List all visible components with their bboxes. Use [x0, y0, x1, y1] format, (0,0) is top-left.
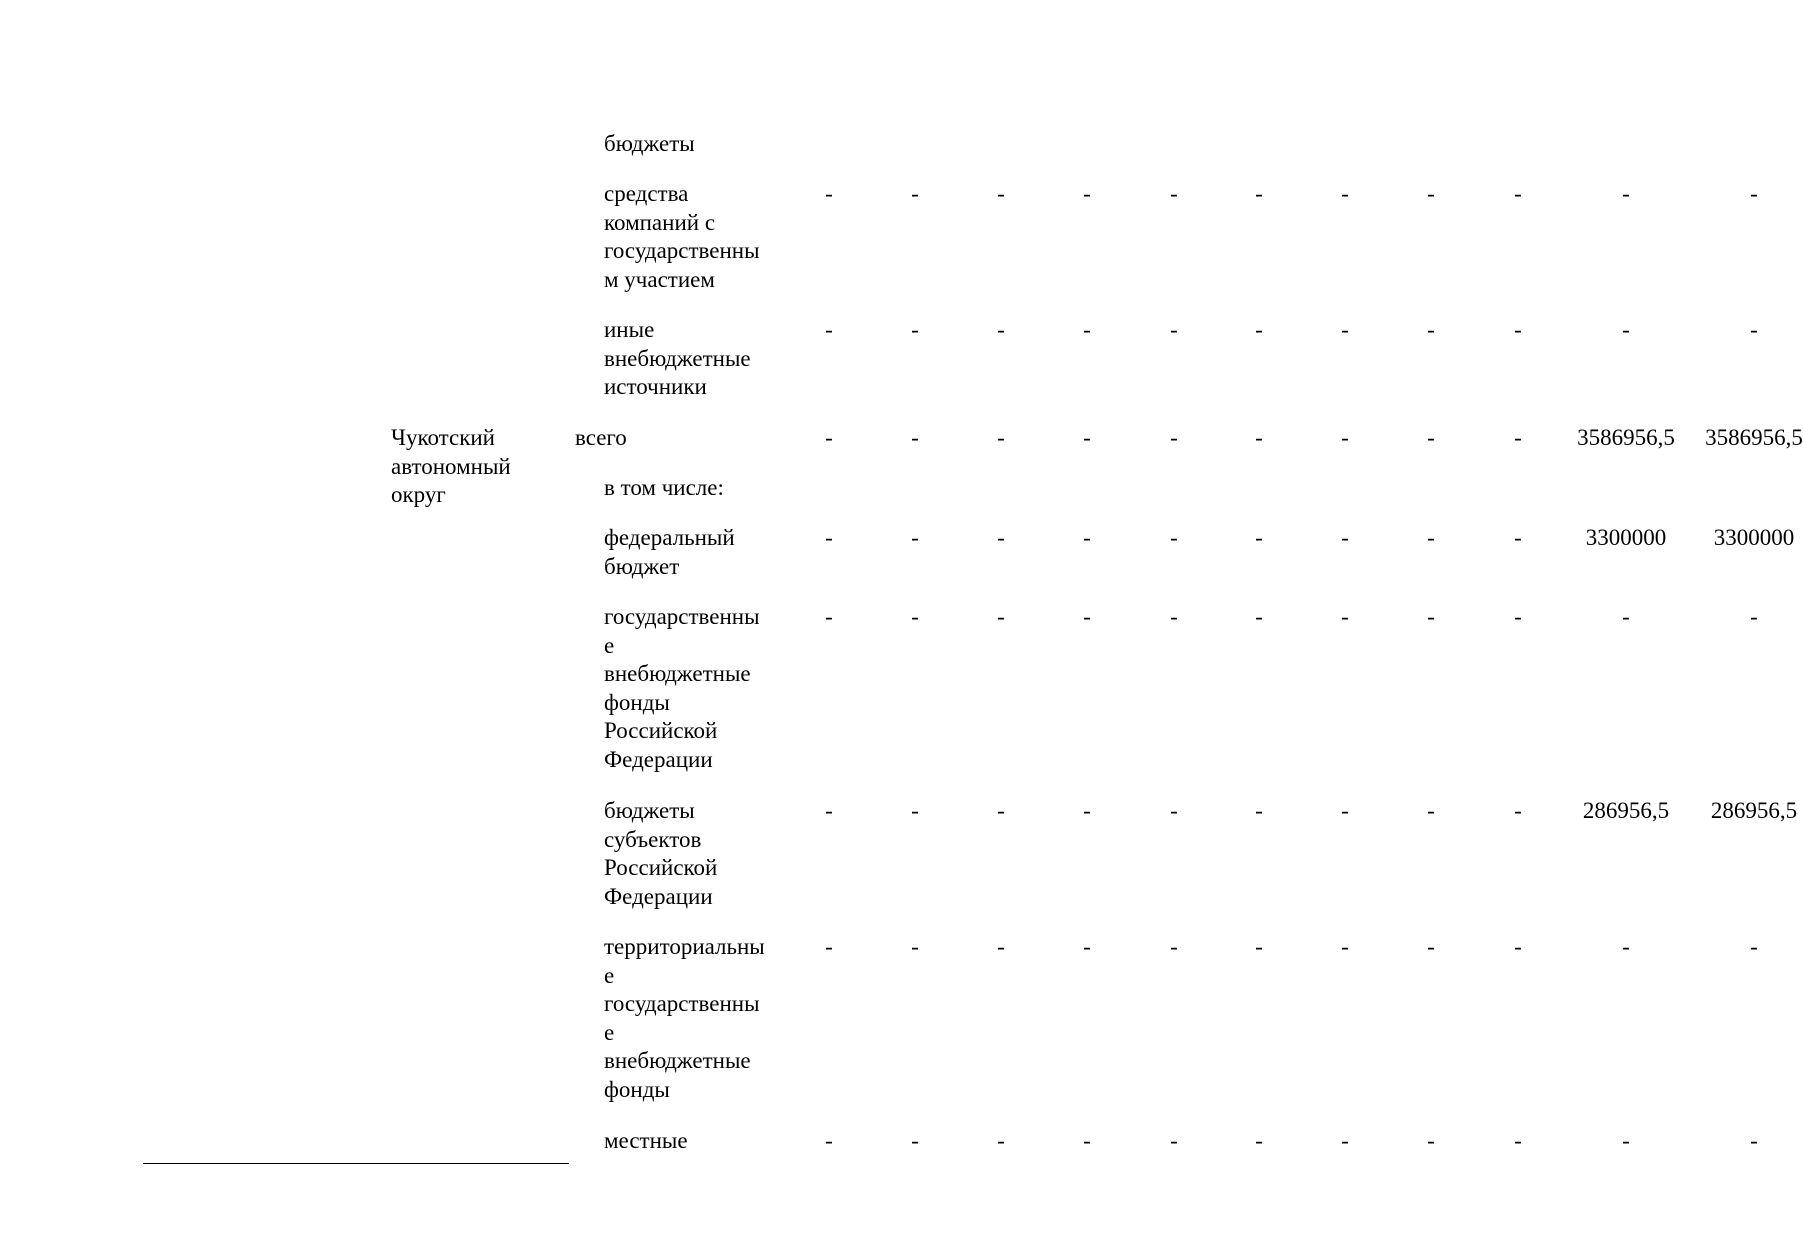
value-cell: -	[1170, 181, 1178, 206]
value-cell: -	[911, 604, 919, 629]
value-cell: -	[1427, 604, 1435, 629]
value-cell: -	[1255, 1128, 1263, 1153]
value-cell: -	[1255, 317, 1263, 342]
value-cell: -	[1427, 934, 1435, 959]
value-cell: -	[1750, 604, 1758, 629]
value-cell: -	[1622, 604, 1630, 629]
value-cell: -	[1341, 181, 1349, 206]
row-label: бюджеты	[604, 131, 695, 156]
value-cell: 3586956,5	[1705, 425, 1803, 450]
row-label: бюджеты субъектов Российской Федерации	[604, 798, 718, 909]
value-cell: -	[1514, 604, 1522, 629]
value-cell: -	[1427, 425, 1435, 450]
value-cell: -	[1341, 525, 1349, 550]
value-cell: -	[1514, 317, 1522, 342]
value-cell: -	[1255, 934, 1263, 959]
value-cell: 3586956,5	[1577, 425, 1675, 450]
value-cell: -	[1170, 798, 1178, 823]
row-label: всего	[575, 425, 627, 450]
value-cell: -	[911, 425, 919, 450]
value-cell: -	[1083, 934, 1091, 959]
value-cell: -	[825, 525, 833, 550]
value-cell: -	[1255, 798, 1263, 823]
value-cell: -	[1750, 1128, 1758, 1153]
value-cell: -	[997, 181, 1005, 206]
value-cell: -	[1170, 604, 1178, 629]
value-cell: -	[1514, 181, 1522, 206]
value-cell: -	[997, 934, 1005, 959]
value-cell: 3300000	[1713, 525, 1795, 550]
value-cell: -	[1341, 604, 1349, 629]
value-cell: -	[825, 798, 833, 823]
value-cell: -	[1170, 425, 1178, 450]
region-label: Чукотский автономный округ	[391, 425, 511, 507]
value-cell: -	[911, 181, 919, 206]
value-cell: -	[997, 798, 1005, 823]
value-cell: -	[825, 934, 833, 959]
value-cell: -	[1170, 525, 1178, 550]
value-cell: -	[1622, 317, 1630, 342]
value-cell: 286956,5	[1582, 798, 1670, 823]
value-cell: -	[997, 425, 1005, 450]
value-cell: -	[1427, 1128, 1435, 1153]
value-cell: -	[1622, 934, 1630, 959]
value-cell: -	[911, 525, 919, 550]
value-cell: -	[825, 181, 833, 206]
value-cell: -	[1170, 1128, 1178, 1153]
value-cell: -	[825, 1128, 833, 1153]
value-cell: -	[1083, 1128, 1091, 1153]
value-cell: -	[997, 317, 1005, 342]
value-cell: -	[1083, 798, 1091, 823]
row-label: в том числе:	[604, 475, 724, 500]
value-cell: -	[1427, 181, 1435, 206]
row-label: местные	[604, 1128, 688, 1153]
value-cell: -	[1341, 317, 1349, 342]
value-cell: -	[1255, 604, 1263, 629]
value-cell: -	[911, 798, 919, 823]
value-cell: -	[1341, 934, 1349, 959]
value-cell: 3300000	[1585, 525, 1667, 550]
row-label: федеральный бюджет	[604, 525, 735, 579]
value-cell: -	[911, 934, 919, 959]
value-cell: -	[1341, 425, 1349, 450]
value-cell: -	[1170, 317, 1178, 342]
value-cell: -	[1083, 425, 1091, 450]
row-label: государственны е внебюджетные фонды Российской Федерации	[604, 604, 760, 772]
row-label: средства компаний с государственны м участием	[604, 181, 760, 292]
value-cell: -	[1170, 934, 1178, 959]
value-cell: 286956,5	[1710, 798, 1798, 823]
value-cell: -	[825, 317, 833, 342]
value-cell: -	[1341, 1128, 1349, 1153]
value-cell: -	[997, 525, 1005, 550]
value-cell: -	[1514, 525, 1522, 550]
value-cell: -	[1514, 1128, 1522, 1153]
row-label: иные внебюджетные источники	[604, 317, 751, 399]
row-label: территориальны е государственны е внебюджетные фонды	[604, 934, 765, 1102]
value-cell: -	[1083, 525, 1091, 550]
value-cell: -	[1622, 1128, 1630, 1153]
value-cell: -	[997, 1128, 1005, 1153]
value-cell: -	[1083, 317, 1091, 342]
footnote-separator	[143, 1163, 569, 1164]
value-cell: -	[1750, 934, 1758, 959]
value-cell: -	[1514, 798, 1522, 823]
value-cell: -	[1427, 525, 1435, 550]
value-cell: -	[1083, 604, 1091, 629]
value-cell: -	[1255, 181, 1263, 206]
value-cell: -	[911, 317, 919, 342]
value-cell: -	[1083, 181, 1091, 206]
value-cell: -	[1514, 425, 1522, 450]
value-cell: -	[911, 1128, 919, 1153]
value-cell: -	[1750, 181, 1758, 206]
value-cell: -	[1427, 798, 1435, 823]
value-cell: -	[1622, 181, 1630, 206]
value-cell: -	[825, 425, 833, 450]
value-cell: -	[1341, 798, 1349, 823]
value-cell: -	[1255, 525, 1263, 550]
value-cell: -	[1255, 425, 1263, 450]
value-cell: -	[1427, 317, 1435, 342]
value-cell: -	[1514, 934, 1522, 959]
value-cell: -	[997, 604, 1005, 629]
value-cell: -	[1750, 317, 1758, 342]
value-cell: -	[825, 604, 833, 629]
